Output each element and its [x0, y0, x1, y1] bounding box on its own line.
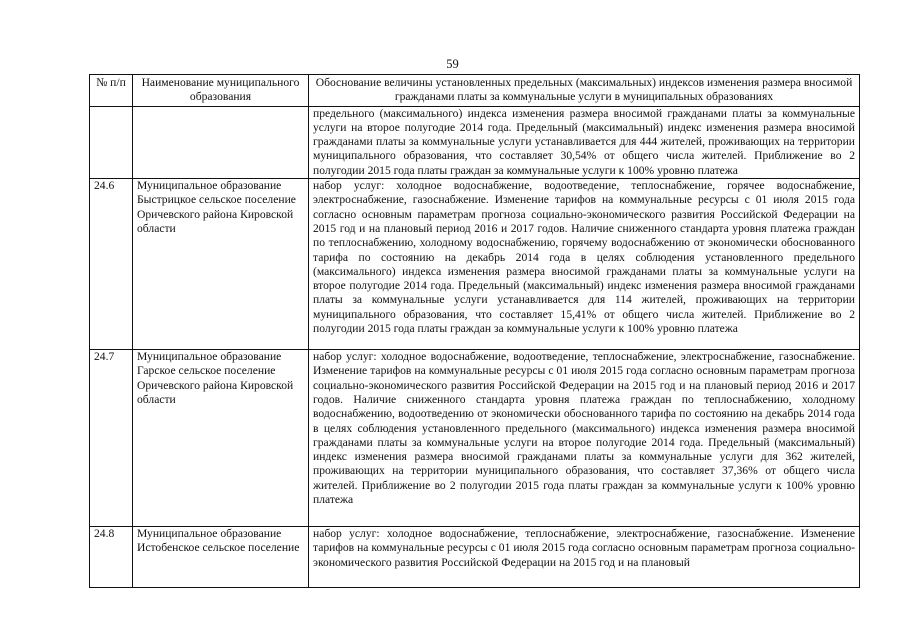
header-number: № п/п [90, 75, 133, 107]
page-number: 59 [446, 57, 459, 71]
row-justification-text: набор услуг: холодное водоснабжение, теплоснабжение, электроснабжение, газоснабжение. Изменение тарифов на коммунальные ресурсы с 01 июля 2015 года согласно основным параметрам прогноза социально-экономического развития Российской Федерации на 2015 год и на плановый [309, 527, 860, 588]
row-municipality-name [133, 106, 309, 178]
row-number: 24.7 [90, 350, 133, 527]
row-municipality-name: Муниципальное образование Истобенское сельское поселение [133, 527, 309, 588]
table-row [90, 350, 860, 527]
row-municipality-name: Муниципальное образование Гарское сельское поселение Оричевского района Кировской области [133, 350, 309, 527]
header-justification: Обоснование величины установленных предельных (максимальных) индексов изменения размера вносимой гражданами платы за коммунальные услуги в муниципальных образованиях [309, 75, 860, 107]
row-justification-text: предельного (максимального) индекса изменения размера вносимой гражданами платы за коммунальные услуги на второе полугодие 2014 года. Предельный (максимальный) индекс изменения размера вносимой гражданами платы за коммунальные услуги устанавливается для 444 жителей, проживающих на территории муниципального образования, что составляет 30,54% от общего числа жителей. Приближение во 2 полугодии 2015 года платы граждан за коммунальные услуги к 100% уровню платежа [309, 106, 860, 178]
row-justification-text: набор услуг: холодное водоснабжение, водоотведение, теплоснабжение, электроснабжение, газоснабжение. Изменение тарифов на коммунальные ресурсы с 01 июля 2015 года согласно основным параметрам прогноза социально-экономического развития Российской Федерации на 2015 год и на плановый период 2016 и 2017 годов. Наличие сниженного стандарта уровня платежа граждан по теплоснабжению, холодному водоснабжению, водоотведению от экономически обоснованного тарифа по состоянию на декабрь 2014 года в целях соблюдения установленного предельного (максимального) индекса изменения размера вносимой гражданами платы за коммунальные услуги на второе полугодие 2014 года. Предельный (максимальный) индекс изменения размера вносимой гражданами платы за коммунальные услуги для 362 жителей, проживающих на территории муниципального образования, что составляет 37,36% от общего числа жителей. Приближение во 2 полугодии 2015 года платы граждан за коммунальные услуги к 100% уровню платежа [309, 350, 860, 527]
row-number: 24.6 [90, 179, 133, 350]
header-municipality-name: Наименование муниципального образования [133, 75, 309, 107]
table-row [90, 179, 860, 350]
row-municipality-name: Муниципальное образование Быстрицкое сельское поселение Оричевского района Кировской области [133, 179, 309, 350]
table-row [90, 527, 860, 588]
indices-table [89, 74, 860, 588]
table-header-row [90, 75, 860, 107]
table-row [90, 106, 860, 178]
row-number: 24.8 [90, 527, 133, 588]
row-justification-text: набор услуг: холодное водоснабжение, водоотведение, теплоснабжение, горячее водоснабжение, электроснабжение, газоснабжение. Изменение тарифов на коммунальные ресурсы с 01 июля 2015 года согласно основным параметрам прогноза социально-экономического развития Российской Федерации на 2015 год и на плановый период 2016 и 2017 годов. Наличие сниженного стандарта уровня платежа граждан по теплоснабжению, холодному водоснабжению, горячему водоснабжению от экономически обоснованного тарифа по состоянию на декабрь 2014 года в целях соблюдения установленного предельного (максимального) индекса изменения размера вносимой гражданами платы за коммунальные услуги на второе полугодие 2014 года. Предельный (максимальный) индекс изменения размера вносимой гражданами платы за коммунальные услуги устанавливается для 114 жителей, проживающих на территории муниципального образования, что составляет 15,41% от общего числа жителей. Приближение во 2 полугодии 2015 года платы граждан за коммунальные услуги к 100% уровню платежа [309, 179, 860, 350]
row-number [90, 106, 133, 178]
